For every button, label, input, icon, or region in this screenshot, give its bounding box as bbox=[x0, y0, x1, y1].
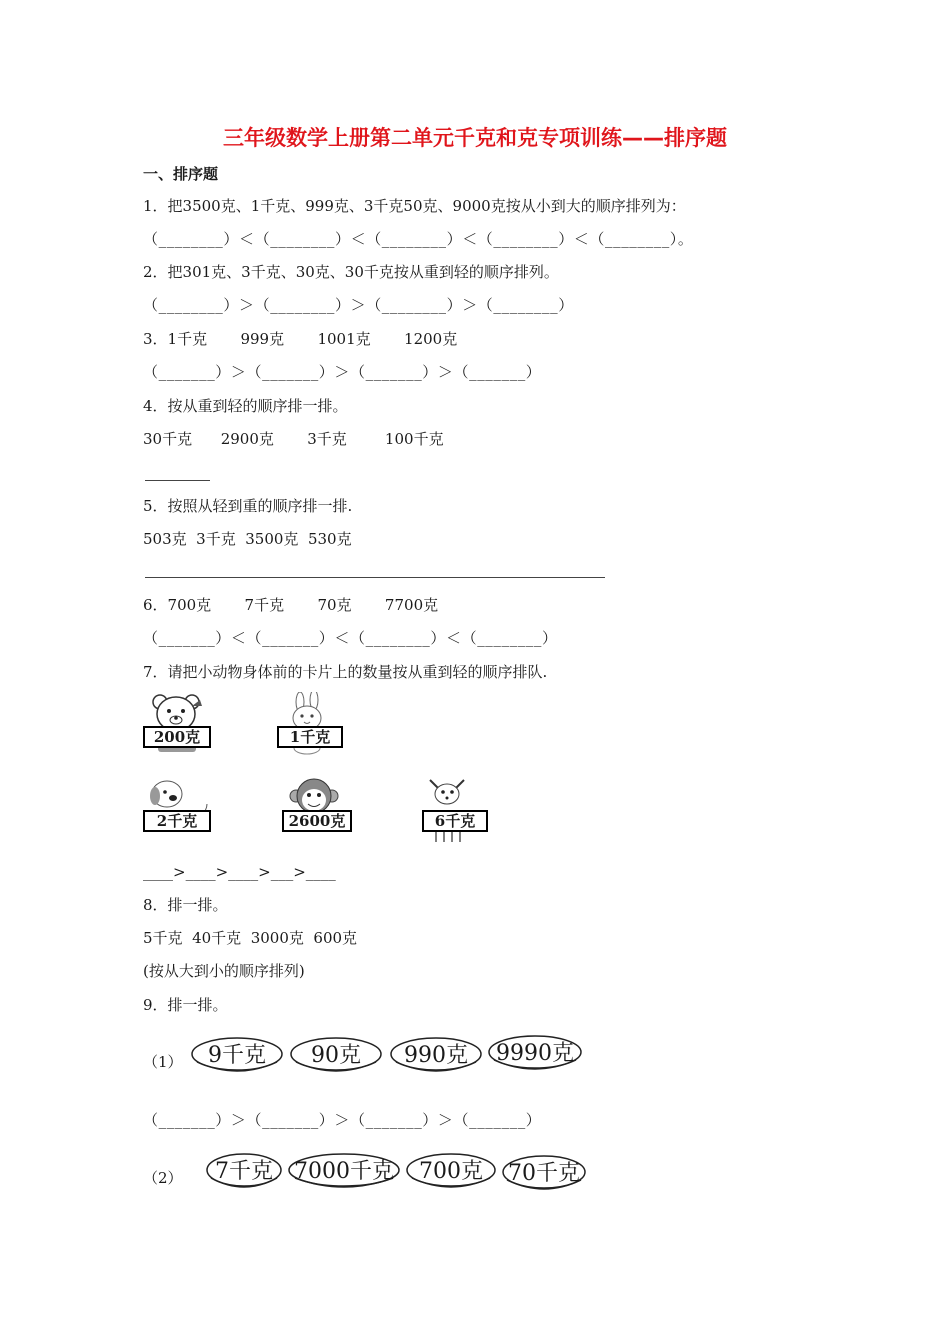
plate-70kg bbox=[500, 1154, 588, 1194]
plate-label: 700克 bbox=[419, 1159, 483, 1184]
plate-90g bbox=[288, 1036, 384, 1076]
q4-text: 4．按从重到轻的顺序排一排。 bbox=[143, 397, 348, 415]
q5-items: 503克 3千克 3500克 530克 bbox=[143, 530, 352, 548]
q9-part1-label: （1） bbox=[143, 1053, 183, 1071]
q8-text: 8．排一排。 bbox=[143, 896, 228, 914]
fawn-icon bbox=[424, 774, 470, 844]
plate-7000kg bbox=[286, 1152, 402, 1192]
q3-answer-line[interactable]: （_______）＞（_______）＞（_______）＞（_______） bbox=[143, 363, 542, 381]
q5-answer-blank[interactable] bbox=[145, 577, 605, 578]
plate-label: 7000千克 bbox=[294, 1159, 394, 1184]
q2-answer-line[interactable]: （________）＞（________）＞（________）＞（________） bbox=[143, 296, 574, 314]
plate-7kg bbox=[204, 1152, 284, 1192]
q1-answer-line[interactable]: （________）＜（________）＜（________）＜（________）＜（________）。 bbox=[143, 230, 694, 248]
q3-text: 3．1千克 999克 1001克 1200克 bbox=[143, 330, 458, 348]
plate-label: 990克 bbox=[404, 1043, 468, 1068]
q4-items: 30千克 2900克 3千克 100千克 bbox=[143, 430, 444, 448]
card-1kg: 1千克 bbox=[277, 726, 343, 748]
q1-text: 1．把3500克、1千克、999克、3千克50克、9000克按从小到大的顺序排列为： bbox=[143, 197, 686, 215]
plate-label: 9990克 bbox=[496, 1041, 574, 1066]
card-200g: 200克 bbox=[143, 726, 211, 748]
q9-part2-label: （2） bbox=[143, 1169, 183, 1187]
q5-text: 5．按照从轻到重的顺序排一排. bbox=[143, 497, 353, 515]
q9-text: 9．排一排。 bbox=[143, 996, 228, 1014]
plate-9kg bbox=[189, 1036, 285, 1076]
plate-label: 9千克 bbox=[208, 1043, 266, 1068]
card-2kg: 2千克 bbox=[143, 810, 211, 832]
q7-answer-line[interactable]: ____>____>____>___>____ bbox=[143, 863, 336, 881]
plate-9990g bbox=[486, 1034, 584, 1076]
q2-text: 2．把301克、3千克、30克、30千克按从重到轻的顺序排列。 bbox=[143, 263, 559, 281]
plate-label: 90克 bbox=[311, 1043, 361, 1068]
q9-answer-line[interactable]: （_______）＞（_______）＞（_______）＞（_______） bbox=[143, 1111, 542, 1129]
section-heading: 一、排序题 bbox=[143, 165, 219, 183]
plate-990g bbox=[388, 1036, 484, 1076]
plate-label: 70千克 bbox=[508, 1161, 580, 1186]
q6-text: 6．700克 7千克 70克 7700克 bbox=[143, 596, 439, 614]
plate-label: 7千克 bbox=[215, 1159, 273, 1184]
q7-text: 7．请把小动物身体前的卡片上的数量按从重到轻的顺序排队. bbox=[143, 663, 548, 681]
q8-items: 5千克 40千克 3000克 600克 bbox=[143, 929, 358, 947]
page-title: 三年级数学上册第二单元千克和克专项训练——排序题 bbox=[223, 126, 727, 150]
card-2600g: 2600克 bbox=[282, 810, 352, 832]
plate-700g bbox=[404, 1152, 498, 1192]
q8-note: (按从大到小的顺序排列) bbox=[143, 962, 305, 980]
q4-answer-blank[interactable] bbox=[145, 480, 210, 481]
card-6kg: 6千克 bbox=[422, 810, 488, 832]
q6-answer-line[interactable]: （_______）＜（_______）＜（________）＜（________） bbox=[143, 629, 558, 647]
